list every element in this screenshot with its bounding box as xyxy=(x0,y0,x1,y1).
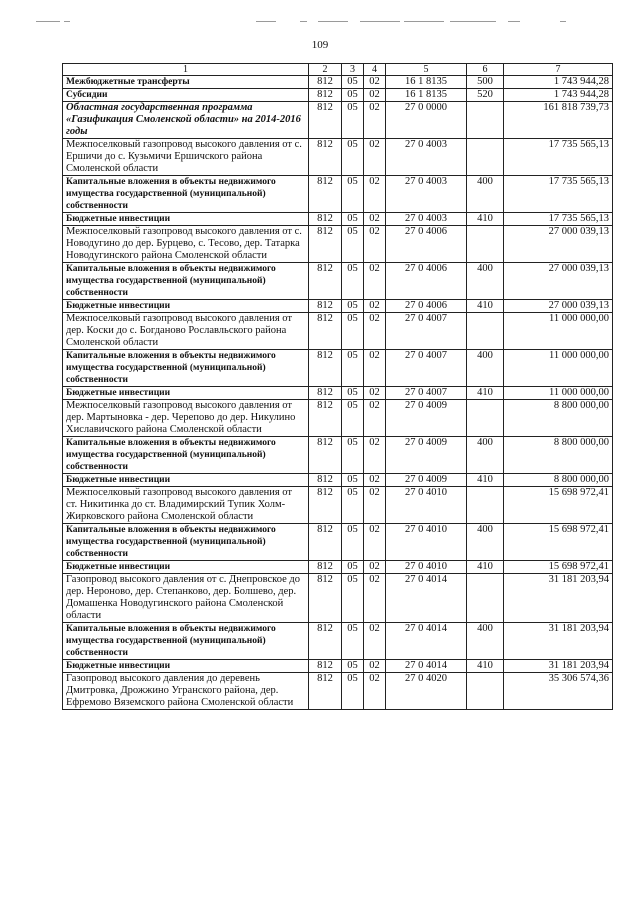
expense-type-cell: 400 xyxy=(467,623,504,660)
target-article-cell: 27 0 0000 xyxy=(386,102,467,139)
table-row xyxy=(63,660,613,673)
amount-cell: 15 698 972,41 xyxy=(504,561,613,574)
expense-type-cell: 410 xyxy=(467,213,504,226)
column-header: 5 xyxy=(386,64,467,76)
target-article-cell: 27 0 4003 xyxy=(386,139,467,176)
ministry-code-cell: 812 xyxy=(309,89,342,102)
subsection-code-cell: 02 xyxy=(364,102,386,139)
target-article-cell: 27 0 4007 xyxy=(386,313,467,350)
expense-type-cell xyxy=(467,139,504,176)
expense-type-cell: 410 xyxy=(467,474,504,487)
row-name-cell: Межпоселковый газопровод высокого давления от ст. Никитинка до ст. Владимирский Тупик Холм-Жирковского района Смоленской области xyxy=(63,487,309,524)
table-row xyxy=(63,76,613,89)
ministry-code-cell: 812 xyxy=(309,524,342,561)
amount-cell: 15 698 972,41 xyxy=(504,487,613,524)
row-name-cell: Капитальные вложения в объекты недвижимого имущества государственной (муниципальной) собственности xyxy=(63,350,309,387)
ministry-code-cell: 812 xyxy=(309,400,342,437)
ministry-code-cell: 812 xyxy=(309,313,342,350)
subsection-code-cell: 02 xyxy=(364,313,386,350)
amount-cell: 31 181 203,94 xyxy=(504,623,613,660)
amount-cell: 11 000 000,00 xyxy=(504,387,613,400)
subsection-code-cell: 02 xyxy=(364,574,386,623)
target-article-cell: 27 0 4010 xyxy=(386,561,467,574)
subsection-code-cell: 02 xyxy=(364,524,386,561)
target-article-cell: 27 0 4006 xyxy=(386,263,467,300)
amount-cell: 35 306 574,36 xyxy=(504,673,613,710)
expense-type-cell: 500 xyxy=(467,76,504,89)
amount-cell: 15 698 972,41 xyxy=(504,524,613,561)
target-article-cell: 27 0 4006 xyxy=(386,300,467,313)
table-row xyxy=(63,350,613,387)
subsection-code-cell: 02 xyxy=(364,213,386,226)
table-row xyxy=(63,387,613,400)
section-code-cell: 05 xyxy=(342,350,364,387)
table-row xyxy=(63,474,613,487)
subsection-code-cell: 02 xyxy=(364,561,386,574)
section-code-cell: 05 xyxy=(342,263,364,300)
ministry-code-cell: 812 xyxy=(309,76,342,89)
target-article-cell: 27 0 4009 xyxy=(386,437,467,474)
section-code-cell: 05 xyxy=(342,524,364,561)
ministry-code-cell: 812 xyxy=(309,176,342,213)
section-code-cell: 05 xyxy=(342,561,364,574)
subsection-code-cell: 02 xyxy=(364,437,386,474)
table-row xyxy=(63,313,613,350)
subsection-code-cell: 02 xyxy=(364,76,386,89)
target-article-cell: 27 0 4009 xyxy=(386,400,467,437)
table-row xyxy=(63,139,613,176)
column-header: 4 xyxy=(364,64,386,76)
amount-cell: 11 000 000,00 xyxy=(504,350,613,387)
expense-type-cell: 400 xyxy=(467,176,504,213)
column-header: 2 xyxy=(309,64,342,76)
target-article-cell: 27 0 4003 xyxy=(386,213,467,226)
target-article-cell: 27 0 4014 xyxy=(386,623,467,660)
table-row xyxy=(63,574,613,623)
ministry-code-cell: 812 xyxy=(309,474,342,487)
subsection-code-cell: 02 xyxy=(364,226,386,263)
amount-cell: 161 818 739,73 xyxy=(504,102,613,139)
row-name-cell: Межбюджетные трансферты xyxy=(63,76,309,89)
target-article-cell: 16 1 8135 xyxy=(386,89,467,102)
table-row xyxy=(63,437,613,474)
expense-type-cell: 410 xyxy=(467,300,504,313)
row-name-cell: Областная государственная программа «Газификация Смоленской области» на 2014-2016 годы xyxy=(63,102,309,139)
amount-cell: 8 800 000,00 xyxy=(504,474,613,487)
table-header-row xyxy=(63,64,613,76)
amount-cell: 8 800 000,00 xyxy=(504,400,613,437)
ministry-code-cell: 812 xyxy=(309,350,342,387)
row-name-cell: Капитальные вложения в объекты недвижимого имущества государственной (муниципальной) собственности xyxy=(63,263,309,300)
row-name-cell: Субсидии xyxy=(63,89,309,102)
subsection-code-cell: 02 xyxy=(364,89,386,102)
expense-type-cell: 410 xyxy=(467,387,504,400)
subsection-code-cell: 02 xyxy=(364,300,386,313)
ministry-code-cell: 812 xyxy=(309,623,342,660)
section-code-cell: 05 xyxy=(342,673,364,710)
section-code-cell: 05 xyxy=(342,313,364,350)
column-header: 6 xyxy=(467,64,504,76)
section-code-cell: 05 xyxy=(342,226,364,263)
table-row xyxy=(63,623,613,660)
amount-cell: 17 735 565,13 xyxy=(504,139,613,176)
target-article-cell: 27 0 4009 xyxy=(386,474,467,487)
table-row xyxy=(63,226,613,263)
subsection-code-cell: 02 xyxy=(364,487,386,524)
section-code-cell: 05 xyxy=(342,437,364,474)
amount-cell: 27 000 039,13 xyxy=(504,226,613,263)
expense-type-cell: 400 xyxy=(467,524,504,561)
page-number: 109 xyxy=(311,39,329,51)
ministry-code-cell: 812 xyxy=(309,226,342,263)
row-name-cell: Межпоселковый газопровод высокого давления от дер. Мартыновка - дер. Черепово до дер. Никулино Хиславичского района Смоленской области xyxy=(63,400,309,437)
row-name-cell: Бюджетные инвестиции xyxy=(63,561,309,574)
table-row xyxy=(63,400,613,437)
amount-cell: 17 735 565,13 xyxy=(504,213,613,226)
column-header: 1 xyxy=(63,64,309,76)
expense-type-cell: 400 xyxy=(467,350,504,387)
ministry-code-cell: 812 xyxy=(309,387,342,400)
table-row xyxy=(63,524,613,561)
ministry-code-cell: 812 xyxy=(309,437,342,474)
section-code-cell: 05 xyxy=(342,660,364,673)
section-code-cell: 05 xyxy=(342,176,364,213)
section-code-cell: 05 xyxy=(342,574,364,623)
amount-cell: 11 000 000,00 xyxy=(504,313,613,350)
section-code-cell: 05 xyxy=(342,102,364,139)
row-name-cell: Межпоселковый газопровод высокого давления от с. Новодугино до дер. Бурцево, с. Тесово, дер. Татарка Новодугинского района Смоленской области xyxy=(63,226,309,263)
ministry-code-cell: 812 xyxy=(309,213,342,226)
target-article-cell: 27 0 4007 xyxy=(386,350,467,387)
subsection-code-cell: 02 xyxy=(364,623,386,660)
target-article-cell: 27 0 4007 xyxy=(386,387,467,400)
row-name-cell: Капитальные вложения в объекты недвижимого имущества государственной (муниципальной) собственности xyxy=(63,437,309,474)
ministry-code-cell: 812 xyxy=(309,300,342,313)
row-name-cell: Капитальные вложения в объекты недвижимого имущества государственной (муниципальной) собственности xyxy=(63,176,309,213)
expense-type-cell xyxy=(467,400,504,437)
subsection-code-cell: 02 xyxy=(364,673,386,710)
section-code-cell: 05 xyxy=(342,139,364,176)
target-article-cell: 27 0 4014 xyxy=(386,574,467,623)
section-code-cell: 05 xyxy=(342,300,364,313)
section-code-cell: 05 xyxy=(342,400,364,437)
ministry-code-cell: 812 xyxy=(309,673,342,710)
target-article-cell: 27 0 4020 xyxy=(386,673,467,710)
row-name-cell: Капитальные вложения в объекты недвижимого имущества государственной (муниципальной) собственности xyxy=(63,623,309,660)
expense-type-cell xyxy=(467,574,504,623)
subsection-code-cell: 02 xyxy=(364,176,386,213)
expense-type-cell: 400 xyxy=(467,437,504,474)
table-row xyxy=(63,673,613,710)
table-row xyxy=(63,561,613,574)
row-name-cell: Капитальные вложения в объекты недвижимого имущества государственной (муниципальной) собственности xyxy=(63,524,309,561)
table-row xyxy=(63,102,613,139)
amount-cell: 27 000 039,13 xyxy=(504,263,613,300)
expense-type-cell: 520 xyxy=(467,89,504,102)
subsection-code-cell: 02 xyxy=(364,660,386,673)
section-code-cell: 05 xyxy=(342,76,364,89)
target-article-cell: 27 0 4006 xyxy=(386,226,467,263)
amount-cell: 1 743 944,28 xyxy=(504,89,613,102)
scan-artifacts xyxy=(0,18,640,26)
budget-table xyxy=(62,63,613,710)
row-name-cell: Бюджетные инвестиции xyxy=(63,300,309,313)
ministry-code-cell: 812 xyxy=(309,487,342,524)
ministry-code-cell: 812 xyxy=(309,102,342,139)
subsection-code-cell: 02 xyxy=(364,350,386,387)
ministry-code-cell: 812 xyxy=(309,561,342,574)
table-row xyxy=(63,213,613,226)
expense-type-cell xyxy=(467,313,504,350)
amount-cell: 1 743 944,28 xyxy=(504,76,613,89)
expense-type-cell xyxy=(467,673,504,710)
amount-cell: 8 800 000,00 xyxy=(504,437,613,474)
expense-type-cell: 400 xyxy=(467,263,504,300)
amount-cell: 17 735 565,13 xyxy=(504,176,613,213)
subsection-code-cell: 02 xyxy=(364,474,386,487)
amount-cell: 31 181 203,94 xyxy=(504,574,613,623)
expense-type-cell xyxy=(467,487,504,524)
table-row xyxy=(63,487,613,524)
target-article-cell: 27 0 4010 xyxy=(386,524,467,561)
table-row xyxy=(63,89,613,102)
expense-type-cell: 410 xyxy=(467,660,504,673)
section-code-cell: 05 xyxy=(342,487,364,524)
table-row xyxy=(63,263,613,300)
row-name-cell: Межпоселковый газопровод высокого давления от дер. Коски до с. Богданово Рославльского района Смоленской области xyxy=(63,313,309,350)
amount-cell: 27 000 039,13 xyxy=(504,300,613,313)
row-name-cell: Бюджетные инвестиции xyxy=(63,660,309,673)
column-header: 7 xyxy=(504,64,613,76)
ministry-code-cell: 812 xyxy=(309,139,342,176)
ministry-code-cell: 812 xyxy=(309,263,342,300)
expense-type-cell xyxy=(467,226,504,263)
row-name-cell: Газопровод высокого давления от с. Днепровское до дер. Нероново, дер. Степанково, дер. Болшево, дер. Домашенка Новодугинского района Смоленской области xyxy=(63,574,309,623)
subsection-code-cell: 02 xyxy=(364,139,386,176)
section-code-cell: 05 xyxy=(342,213,364,226)
row-name-cell: Межпоселковый газопровод высокого давления от с. Ершичи до с. Кузьмичи Ершичского района Смоленской области xyxy=(63,139,309,176)
amount-cell: 31 181 203,94 xyxy=(504,660,613,673)
table-row xyxy=(63,176,613,213)
target-article-cell: 27 0 4014 xyxy=(386,660,467,673)
ministry-code-cell: 812 xyxy=(309,660,342,673)
section-code-cell: 05 xyxy=(342,474,364,487)
subsection-code-cell: 02 xyxy=(364,263,386,300)
target-article-cell: 27 0 4010 xyxy=(386,487,467,524)
table-row xyxy=(63,300,613,313)
section-code-cell: 05 xyxy=(342,387,364,400)
subsection-code-cell: 02 xyxy=(364,387,386,400)
expense-type-cell: 410 xyxy=(467,561,504,574)
column-header: 3 xyxy=(342,64,364,76)
row-name-cell: Бюджетные инвестиции xyxy=(63,387,309,400)
target-article-cell: 16 1 8135 xyxy=(386,76,467,89)
section-code-cell: 05 xyxy=(342,623,364,660)
ministry-code-cell: 812 xyxy=(309,574,342,623)
row-name-cell: Бюджетные инвестиции xyxy=(63,213,309,226)
row-name-cell: Бюджетные инвестиции xyxy=(63,474,309,487)
section-code-cell: 05 xyxy=(342,89,364,102)
expense-type-cell xyxy=(467,102,504,139)
target-article-cell: 27 0 4003 xyxy=(386,176,467,213)
subsection-code-cell: 02 xyxy=(364,400,386,437)
row-name-cell: Газопровод высокого давления до деревень Дмитровка, Дрожжино Угранского района, дер. Ефремово Вяземского района Смоленской области xyxy=(63,673,309,710)
